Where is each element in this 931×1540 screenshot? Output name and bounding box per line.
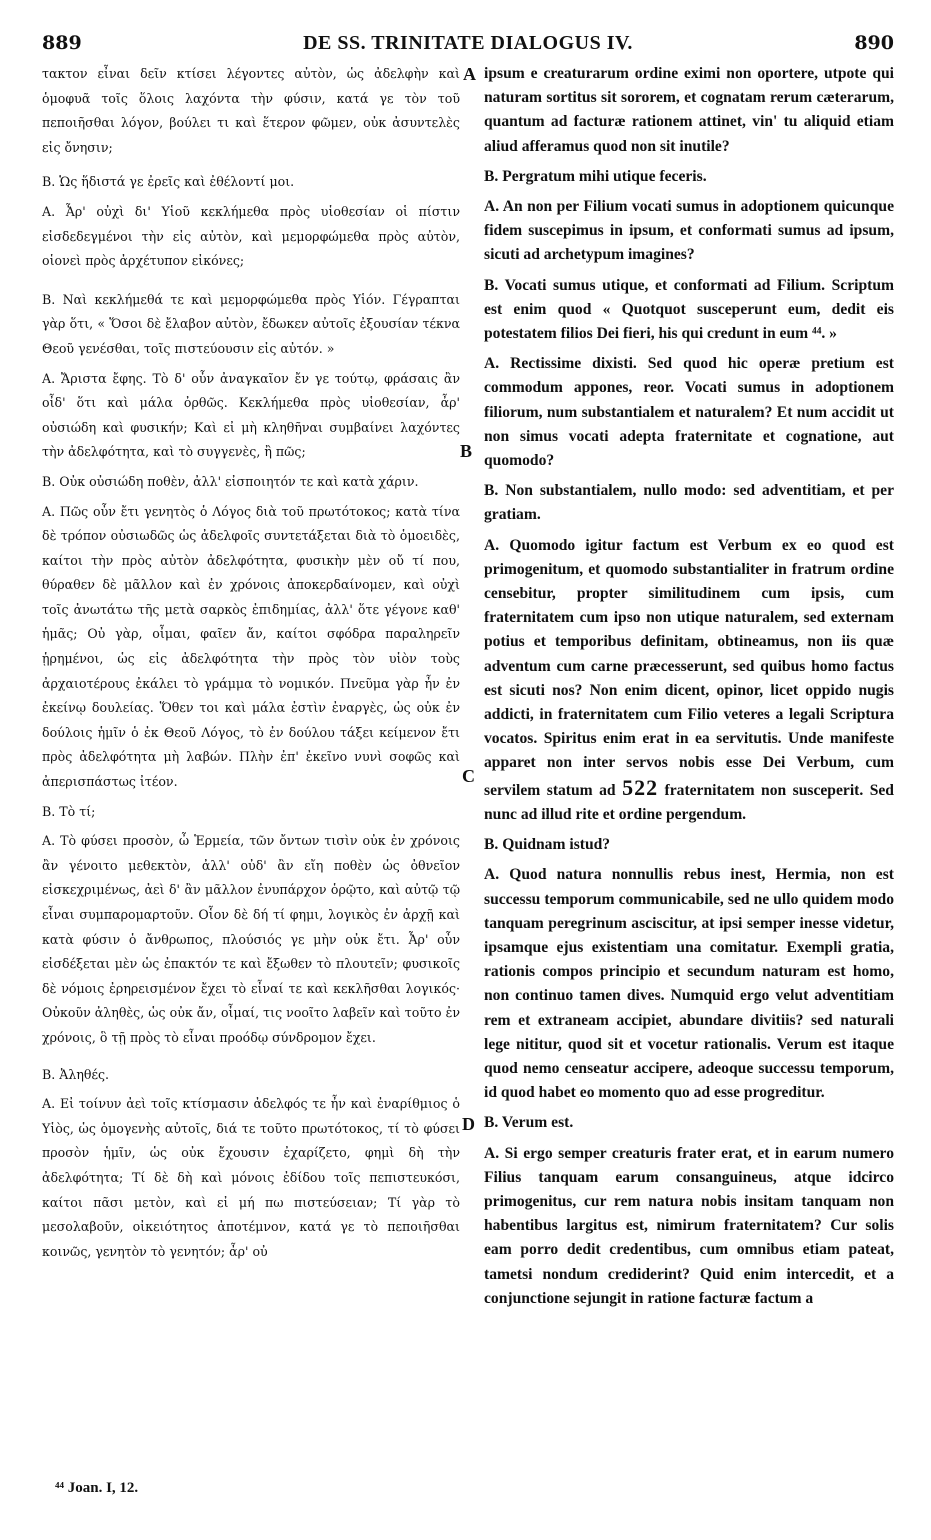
latin-paragraph: B. Vocati sumus utique, et conformati ad Filium. Scriptum est enim quod « Quotquot susceperunt eum, dedit eis potestatem filios Dei fieri, his qui credunt in eum ⁴⁴. »: [484, 276, 894, 343]
running-title: DE SS. TRINITATE DIALOGUS IV.: [303, 32, 633, 54]
section-mark-c: C: [462, 766, 475, 786]
latin-paragraph: B. Non substantialem, nullo modo: sed adventitiam, et per gratiam.: [484, 482, 894, 524]
latin-paragraph: ipsum e creaturarum ordine eximi non oportere, utpote qui naturam sortitus sit sororem, et cognatam rerum cæterarum, quantum ad facturæ rationem attinet, vin' tu aliquid etiam aliud afferamus quod non sit inutile?: [484, 65, 894, 155]
page-number-left: 889: [42, 32, 82, 54]
section-mark-b: B: [460, 441, 473, 461]
latin-paragraph: A. Si ergo semper creaturis frater erat, et in earum numero Filius tanquam earum consanguineus, atque idcirco primogenitus, cur rem natura nobis insitam tanquam non habentibus largitus est, nimirum fraternitatem? Cur solis eam porro dedit credentibus, cum omnibus etiam pateat, tametsi nondum crediderint? Quid enim intercedit, et a conjunctione sejungit in ratione facturæ factum a: [484, 1144, 894, 1307]
section-mark-a: A: [463, 64, 476, 84]
section-mark-d: D: [462, 1114, 475, 1134]
latin-paragraph: B. Quidnam istud?: [484, 836, 611, 854]
greek-paragraph: Α. Εἰ τοίνυν ἀεὶ τοῖς κτίσμασιν ἀδελφός τε ἦν καὶ ἐναρίθμιος ὁ Υἱὸς, ὡς ὁμογενὴς αὐτοῖς, διά τε τοῦτο πρωτότοκος, τί τὸ φύσει προσὸν ἡμῖν, ὡς οὐκ ἔχουσιν ἐχαρίζετο, φημὶ δὴ τὴν ἀδελφότητα; Τί δὲ δὴ καὶ μόνοις ἐδίδου τοῖς πεπιστευκόσι, καίτοι πᾶσι μετὸν, καὶ εἰ μή πω πιστεύσειαν; Τί γὰρ τὸ μεσολαβοῦν, οἰκειότητος ἀποτέμνον, κατά γε τὸ πεποιῆσθαι κοινῶς, γενητὸν τὸ γενητόν; ἆρ' οὐ: [42, 1096, 460, 1259]
footnote: ⁴⁴ Joan. I, 12.: [55, 1480, 139, 1496]
greek-column: [42, 62, 460, 1269]
latin-paragraph: [484, 534, 894, 827]
greek-paragraph: Α. Ἆρ' οὐχὶ δι' Υἱοῦ κεκλήμεθα πρὸς υἱοθεσίαν οἱ πίστιν εἰσδεδεγμένοι τὴν εἰς αὐτὸν, καὶ μεμορφώμεθα πρὸς αὐτὸν, οἱονεὶ πρὸς ἀρχέτυπον εἰκόνες;: [42, 203, 460, 269]
greek-paragraph: Β. Ἀληθές.: [42, 1066, 110, 1082]
latin-paragraph: A. Rectissime dixisti. Sed quod hic operæ pretium est commodum appones, reor. Vocati sumus in adoptionem filiorum, num substantialem et naturalem? Et num accidit ut non simus vocati adepta fraternitate et cognatione, aut quomodo?: [484, 355, 894, 470]
latin-paragraph: B. Verum est.: [484, 1114, 574, 1132]
greek-paragraph: τακτον εἶναι δεῖν κτίσει λέγοντες αὐτὸν, ὡς ἀδελφὴν καὶ ὁμοφυᾶ τοῖς ὅλοις λαχόντα τὴν φύσιν, κατά γε τὸν τοῦ πεποιῆσθαι λόγον, βούλει τι καὶ ἕτερον φῶμεν, οὐκ ἀσυντελὲς εἰς ὄνησιν;: [42, 66, 460, 155]
page-number-right: 890: [854, 32, 894, 54]
latin-text: fraternitatem non susceperit. Sed nunc ad illud rite et ordine pergendum.: [484, 781, 894, 823]
latin-column: [484, 62, 894, 1317]
running-header: [42, 32, 894, 58]
greek-paragraph: Β. Τὸ τί;: [42, 803, 96, 819]
greek-paragraph: Β. Ὡς ἥδιστά γε ἐρεῖς καὶ ἐθέλοντί μοι.: [42, 174, 295, 190]
greek-paragraph: Α. Πῶς οὖν ἔτι γενητὸς ὁ Λόγος διὰ τοῦ πρωτότοκος; κατὰ τίνα δὲ τρόπον οὐσιωδῶς ὡς ἀδελφοῖς συντετάξεται διὰ τὸ ὁμοειδὲς, καίτοι τὴν πρὸς αὐτὸν ἀδελφότητα, φυσικὴν μὲν οὔ τί που, θύραθεν δὲ μᾶλλον καὶ ἐν χρόνοις ἀποκερδαίνομεν, καὶ οὐχὶ τοῖς ἀνωτάτω τῆς μετὰ σαρκὸς ἐπιδημίας, ἀλλ' ὅτε γέγονε καθ' ἡμᾶς; Οὐ γὰρ, οἶμαι, φαῖεν ἄν, καίτοι σφόδρα παραληρεῖν ᾑρημένοι, ὡς εἰς ἀδελφότητα τὴν πρὸς τὸν υἱὸν τοὺς ἀρχαιοτέρους ἐκάλει τὸ γράμμα τὸ νομικόν. Πνεῦμα γὰρ ἦν ἐν ἐκείνῳ δουλείας. Ὅθεν τοι καὶ μάλα ἐστὶν ἐναργὲς, ὡς οὐκ ἐν δούλοις ἡμῖν ὁ ἐκ Θεοῦ Λόγος, τὸ ἐν δούλου τάξει κείμενον ἔτι πρὸς ἀδελφότητα μὴ λαβών. Πλὴν ἐπ' ἐκεῖνο νυνὶ σοφῶς καὶ ἀπερισπάστως ἰτέον.: [42, 503, 460, 790]
latin-text: A. Quomodo igitur factum est Verbum ex eo quod est primogenitum, et quomodo substantialiter in fratrum ordine censebitur, propter similitudinem cum ipsis, cum fraternitatem cum ipso non utique naturalem, sed externam potius et temporibus definitam, obtineamus, non iis quæ adventum cum carne præcesserunt, sed quibus homo factus est sicuti nos? Non enim dicent, opinor, licet oppido nugis addicti, in fraternitatem cum Filio veteres a legali Scriptura vocatos. Spiritus enim erat in ea servitutis. Unde manifeste apparet non inter servos nobis esse Dei Verbum, cum servilem statum ad: [484, 536, 894, 799]
greek-paragraph: Α. Τὸ φύσει προσὸν, ὦ Ἑρμεία, τῶν ὄντων τισὶν οὐκ ἐν χρόνοις ἂν γένοιτο μεθεκτὸν, ἀλλ' οὐδ' ἂν εἴη ποθὲν ὡς ὀθνεῖον εἰσκεχριμένως, ἀεὶ δ' ἂν μᾶλλον ἐνυπάρχον ὁρῷτο, καὶ αὐτῷ τῷ εἶναι συμπαρομαρτοῦν. Οἷον δὲ δή τί φημι, λογικὸς ἐν ἀρχῇ καὶ κατὰ φύσιν ὁ ἄνθρωπος, πλούσιός γε μὴν οὐκ ἔτι. Ἆρ' οὖν εἰσδέξεται μὲν ὡς ἐπακτόν τε καὶ ἔξωθεν τὸ πλουτεῖν; φυσικοῖς δὲ νόμοις ἐρηρεισμένον ἔχει τὸ εἶναί τε καὶ κεκλῆσθαι λογικός· Οὐκοῦν ἀληθὲς, ὡς οὐκ ἄν, οἶμαί, τις νοοῖτο λαβεῖν καὶ τοῦτο ἐν χρόνοις, ὃ τῇ πρὸς τὸ εἶναι προόδῳ σύνδρομον ἔχει.: [42, 833, 460, 1045]
column-number: 522: [622, 774, 659, 800]
latin-paragraph: A. An non per Filium vocati sumus in adoptionem quicunque fidem suscepimus in ipsum, et conformati sumus ad ipsum, sicuti ad archetypum imagines?: [484, 198, 894, 264]
greek-paragraph: Β. Οὐκ οὐσιώδη ποθὲν, ἀλλ' εἰσποιητόν τε καὶ κατὰ χάριν.: [42, 473, 419, 489]
greek-paragraph: Α. Ἄριστα ἔφης. Τὸ δ' οὖν ἀναγκαῖον ἔν γε τούτῳ, φράσαις ἂν οἶδ' ὅτι καὶ μάλα ὀρθῶς. Κεκλήμεθα πρὸς υἱοθεσίαν, ἆρ' οὐσιώδη καὶ φυσικήν; Καὶ εἰ μὴ κληθῆναι συμβαίνει λαχόντες τὴν ἀδελφότητα, καὶ τὸ συγγενὲς, ἢ πῶς;: [42, 370, 460, 460]
latin-paragraph: B. Pergratum mihi utique feceris.: [484, 167, 707, 185]
latin-paragraph: A. Quod natura nonnullis rebus inest, Hermia, non est successu temporum communicabile, sed ne ullo quidem modo tanquam peregrinum asciscitur, at ipsi semper inesse videtur, ipsamque ejus existentiam una comitatur. Exempli gratia, rationis compos principio et secundum naturam est homo, non continuo tamen dives. Numquid ergo velut adventitiam rem et extraneam accipiet, abundare divitiis? sed naturali lege nititur, quod sit et vocetur rationalis. Verum est itaque quod nemo censeatur accipere, adeoque successu temporum, id quod habet eo momento quo ad esse progreditur.: [484, 866, 894, 1102]
greek-paragraph: Β. Ναὶ κεκλήμεθά τε καὶ μεμορφώμεθα πρὸς Υἱόν. Γέγραπται γὰρ ὅτι, « Ὅσοι δὲ ἔλαβον αὐτὸν, ἔδωκεν αὐτοῖς ἐξουσίαν τέκνα Θεοῦ γενέσθαι, τοῖς πιστεύουσιν εἰς αὐτόν. »: [42, 291, 460, 356]
